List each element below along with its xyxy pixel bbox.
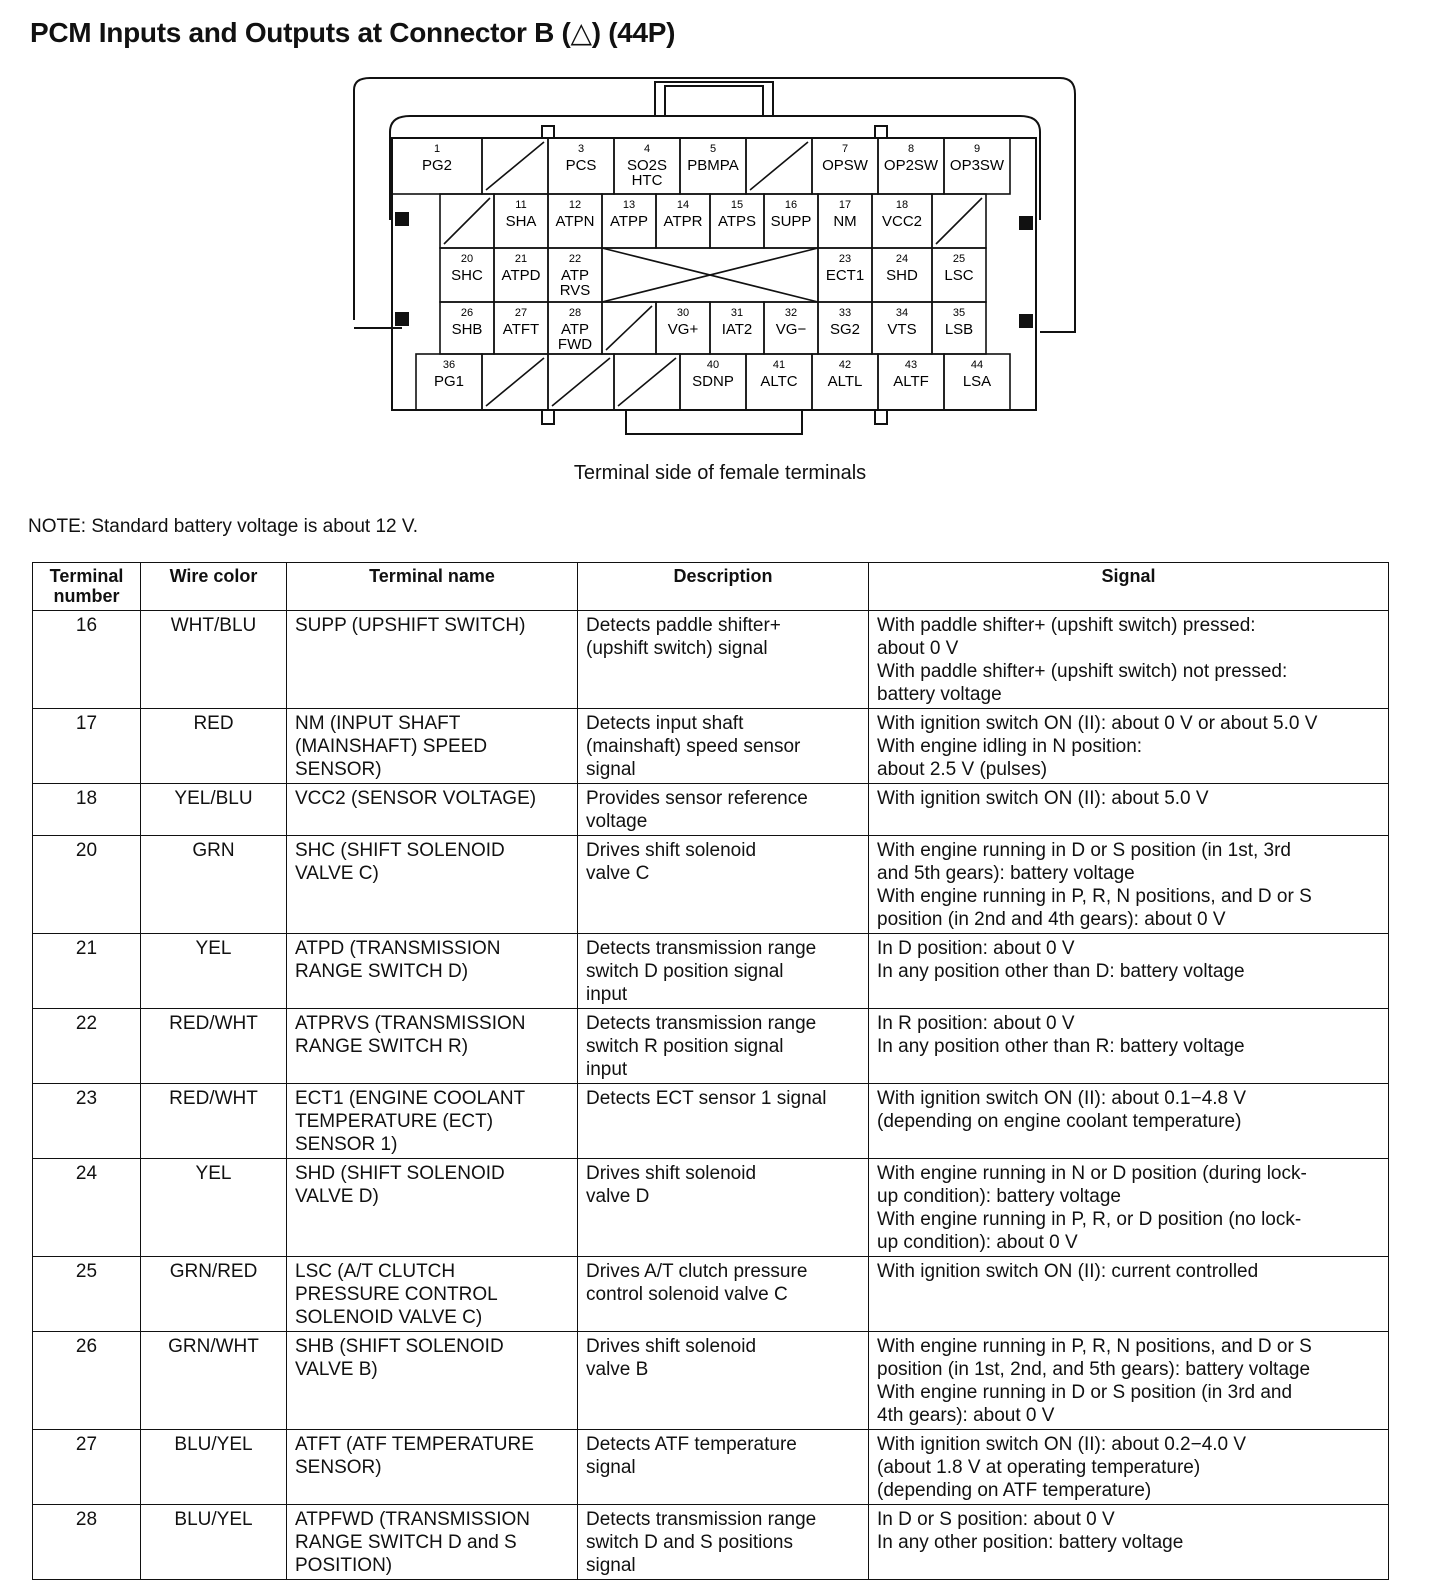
cell-terminal-name-line: POSITION) <box>295 1555 393 1576</box>
cell-description <box>578 1159 869 1257</box>
terminal-label: SHD <box>886 267 918 284</box>
table-row <box>33 934 1389 1009</box>
terminal-number: 35 <box>952 307 966 319</box>
cell-description <box>578 1430 869 1505</box>
cell-description <box>578 1009 869 1084</box>
connector-top-tab <box>655 82 773 116</box>
cell-terminal-name-line: (MAINSHAFT) SPEED <box>295 736 488 757</box>
terminal-label: OPSW <box>822 157 868 174</box>
cell-description-line: control solenoid valve C <box>586 1284 788 1305</box>
cell-wire-color: YEL <box>141 934 287 1009</box>
header-signal: Signal <box>869 563 1389 611</box>
cell-signal-line: With ignition switch ON (II): about 0.1−4.8 V <box>877 1088 1247 1109</box>
cell-terminal-number: 27 <box>33 1430 141 1505</box>
cell-description-line: Provides sensor reference <box>586 788 808 809</box>
cell-signal-line: (depending on engine coolant temperature) <box>877 1111 1242 1132</box>
terminal-label: ECT1 <box>825 267 865 284</box>
cell-description-line: input <box>586 984 628 1005</box>
terminal-label: FWD <box>557 336 593 353</box>
cell-signal <box>869 1009 1389 1084</box>
cell-wire-color: BLU/YEL <box>141 1505 287 1580</box>
cell-signal-line: With engine running in D or S position (in 1st, 3rd <box>877 840 1291 861</box>
cell-description-line: valve B <box>586 1359 649 1380</box>
cell-terminal-name <box>287 934 578 1009</box>
terminal-number: 44 <box>970 359 984 371</box>
table-row <box>33 1257 1389 1332</box>
terminal-label: NM <box>833 213 857 230</box>
title-suffix: ) (44P) <box>591 17 676 48</box>
table-row <box>33 1332 1389 1430</box>
terminal-number: 14 <box>676 199 690 211</box>
cell-signal <box>869 1332 1389 1430</box>
terminal-number: 25 <box>952 253 966 265</box>
cell-signal-line: With ignition switch ON (II): current controlled <box>877 1261 1259 1282</box>
cell-terminal-number: 21 <box>33 934 141 1009</box>
cell-description-line: Detects input shaft <box>586 713 744 734</box>
cell-terminal-name <box>287 1257 578 1332</box>
cell-terminal-name-line: LSC (A/T CLUTCH <box>295 1261 456 1282</box>
cell-description-line: switch D position signal <box>586 961 784 982</box>
cell-description-line: Drives shift solenoid <box>586 1336 757 1357</box>
cell-description <box>578 934 869 1009</box>
cell-description-line: Detects ECT sensor 1 signal <box>586 1088 827 1109</box>
cell-terminal-name-line: VALVE D) <box>295 1186 379 1207</box>
cell-terminal-name-line: SHC (SHIFT SOLENOID <box>295 840 505 861</box>
cell-signal-line: With ignition switch ON (II): about 0 V or about 5.0 V <box>877 713 1318 734</box>
cell-description-line: Drives shift solenoid <box>586 840 757 861</box>
terminal-label: SO2S <box>626 157 668 174</box>
table-row <box>33 1009 1389 1084</box>
cell-description-line: signal <box>586 759 636 780</box>
cell-terminal-number: 28 <box>33 1505 141 1580</box>
cell-terminal-number: 22 <box>33 1009 141 1084</box>
cell-description-line: signal <box>586 1555 636 1576</box>
terminal-number: 28 <box>568 307 582 319</box>
terminal-label: OP3SW <box>949 157 1005 174</box>
cell-signal-line: battery voltage <box>877 684 1002 705</box>
cell-signal-line: up condition): about 0 V <box>877 1232 1078 1253</box>
cell-description-line: Detects transmission range <box>586 1509 817 1530</box>
cell-wire-color: GRN/WHT <box>141 1332 287 1430</box>
cell-description-line: Drives shift solenoid <box>586 1163 757 1184</box>
cell-wire-color: YEL <box>141 1159 287 1257</box>
cell-terminal-name-line: ATFT (ATF TEMPERATURE <box>295 1434 534 1455</box>
terminal-label: SHB <box>451 321 483 338</box>
cell-signal-line: In any other position: battery voltage <box>877 1532 1184 1553</box>
terminal-label: ATP <box>560 321 590 338</box>
terminal-label: LSA <box>962 373 992 390</box>
terminal-number: 20 <box>460 253 474 265</box>
terminal-number: 40 <box>706 359 720 371</box>
terminal-number: 41 <box>772 359 786 371</box>
cell-description-line: Detects transmission range <box>586 1013 817 1034</box>
empty-cavity-slash <box>552 358 610 406</box>
terminal-label: SHC <box>451 267 483 284</box>
terminal-label: LSC <box>944 267 974 284</box>
cell-signal-line: In D position: about 0 V <box>877 938 1075 959</box>
cell-signal-line: and 5th gears): battery voltage <box>877 863 1135 884</box>
cell-description <box>578 1505 869 1580</box>
title-prefix: PCM Inputs and Outputs at Connector B ( <box>30 17 571 48</box>
connector-face <box>340 70 1080 450</box>
cell-terminal-name-line: RANGE SWITCH D) <box>295 961 469 982</box>
terminal-label: RVS <box>559 282 591 299</box>
cell-signal-line: With engine running in D or S position (in 3rd and <box>877 1382 1293 1403</box>
cell-signal-line: about 0 V <box>877 638 959 659</box>
terminal-number: 7 <box>841 143 849 155</box>
cell-signal-line: With engine running in P, R, N positions, and D or S <box>877 1336 1312 1357</box>
cell-signal-line: position (in 1st, 2nd, and 5th gears): battery voltage <box>877 1359 1311 1380</box>
terminal-number: 43 <box>904 359 918 371</box>
terminal-number: 36 <box>442 359 456 371</box>
empty-cavity-slash <box>486 142 544 190</box>
terminal-number: 33 <box>838 307 852 319</box>
cell-terminal-name <box>287 709 578 784</box>
table-row <box>33 1505 1389 1580</box>
cell-description-line: valve C <box>586 863 650 884</box>
table-row <box>33 709 1389 784</box>
cell-terminal-name-line: RANGE SWITCH D and S <box>295 1532 517 1553</box>
lock-left-bottom <box>395 312 409 326</box>
terminal-label: ATPR <box>663 213 703 230</box>
terminal-label: ATFT <box>502 321 540 338</box>
terminal-number: 24 <box>895 253 909 265</box>
cell-signal <box>869 1084 1389 1159</box>
lock-left-top <box>395 212 409 226</box>
terminal-number: 17 <box>838 199 852 211</box>
terminal-label: SHA <box>505 213 537 230</box>
cell-description <box>578 836 869 934</box>
terminal-number: 9 <box>973 143 981 155</box>
cell-signal-line: With paddle shifter+ (upshift switch) pressed: <box>877 615 1256 636</box>
terminal-number: 23 <box>838 253 852 265</box>
cell-terminal-name-line: VALVE C) <box>295 863 379 884</box>
empty-cavity-slash <box>618 358 676 406</box>
terminal-number: 32 <box>784 307 798 319</box>
cell-description <box>578 709 869 784</box>
cell-signal-line: With engine running in P, R, or D position (no lock- <box>877 1209 1302 1230</box>
terminal-number: 5 <box>709 143 717 155</box>
cell-description-line: switch D and S positions <box>586 1532 793 1553</box>
table-row <box>33 1084 1389 1159</box>
cell-signal <box>869 1257 1389 1332</box>
cell-terminal-name-line: ECT1 (ENGINE COOLANT <box>295 1088 526 1109</box>
cell-terminal-name <box>287 1332 578 1430</box>
cell-terminal-name <box>287 1159 578 1257</box>
cell-signal <box>869 1430 1389 1505</box>
battery-note: NOTE: Standard battery voltage is about 12 V. <box>28 516 419 537</box>
cell-terminal-name <box>287 1430 578 1505</box>
cell-description <box>578 1257 869 1332</box>
terminal-number: 27 <box>514 307 528 319</box>
cell-description-line: signal <box>586 1457 636 1478</box>
cell-signal-line: With engine idling in N position: <box>877 736 1143 757</box>
terminal-number: 31 <box>730 307 744 319</box>
triangle-symbol-icon: △ <box>570 17 592 48</box>
cell-wire-color: GRN/RED <box>141 1257 287 1332</box>
table-header-row <box>33 563 1389 611</box>
cell-description-line: Detects paddle shifter+ <box>586 615 781 636</box>
terminal-label: ATP <box>560 267 590 284</box>
cell-terminal-number: 26 <box>33 1332 141 1430</box>
empty-cavity-slash <box>444 198 490 244</box>
cell-terminal-name-line: ATPD (TRANSMISSION <box>295 938 501 959</box>
cell-signal <box>869 709 1389 784</box>
cell-terminal-name-line: SENSOR 1) <box>295 1134 398 1155</box>
io-table <box>32 562 1389 1580</box>
header-terminal-number: Terminal number <box>33 563 141 611</box>
table-row <box>33 784 1389 836</box>
cell-terminal-name-line: SENSOR) <box>295 759 382 780</box>
terminal-label: VG− <box>775 321 807 338</box>
terminal-label: OP2SW <box>883 157 939 174</box>
cell-signal-line: 4th gears): about 0 V <box>877 1405 1055 1426</box>
header-description: Description <box>578 563 869 611</box>
cell-terminal-number: 23 <box>33 1084 141 1159</box>
terminal-label: IAT2 <box>721 321 753 338</box>
cell-terminal-name-line: SHB (SHIFT SOLENOID <box>295 1336 504 1357</box>
cell-terminal-number: 24 <box>33 1159 141 1257</box>
cell-wire-color: RED/WHT <box>141 1009 287 1084</box>
cell-terminal-number: 17 <box>33 709 141 784</box>
terminal-number: 1 <box>433 143 441 155</box>
cell-terminal-name-line: RANGE SWITCH R) <box>295 1036 469 1057</box>
cell-description-line: Detects transmission range <box>586 938 817 959</box>
terminal-number: 13 <box>622 199 636 211</box>
terminal-label: ATPD <box>501 267 541 284</box>
cell-terminal-name-line: PRESSURE CONTROL <box>295 1284 498 1305</box>
terminal-label: VG+ <box>667 321 699 338</box>
terminal-number: 12 <box>568 199 582 211</box>
cell-wire-color: GRN <box>141 836 287 934</box>
terminal-number: 30 <box>676 307 690 319</box>
cell-signal-line: In R position: about 0 V <box>877 1013 1075 1034</box>
connector-bottom-tab <box>626 410 802 434</box>
cell-terminal-name-line: VALVE B) <box>295 1359 378 1380</box>
cell-signal-line: (depending on ATF temperature) <box>877 1480 1152 1501</box>
cell-signal-line: In D or S position: about 0 V <box>877 1509 1115 1530</box>
cell-description-line: switch R position signal <box>586 1036 784 1057</box>
cell-terminal-name <box>287 784 578 836</box>
cell-description <box>578 1332 869 1430</box>
terminal-label: SUPP <box>770 213 812 230</box>
terminal-label: VTS <box>887 321 917 338</box>
terminal-label: ATPP <box>609 213 649 230</box>
cell-signal-line: about 2.5 V (pulses) <box>877 759 1048 780</box>
cell-description-line: (mainshaft) speed sensor <box>586 736 801 757</box>
cell-wire-color: YEL/BLU <box>141 784 287 836</box>
cell-description-line: Detects ATF temperature <box>586 1434 797 1455</box>
empty-cavity-slash <box>486 358 544 406</box>
cell-signal-line: (about 1.8 V at operating temperature) <box>877 1457 1201 1478</box>
header-wire-color: Wire color <box>141 563 287 611</box>
cell-terminal-name-line: ATPRVS (TRANSMISSION <box>295 1013 526 1034</box>
cell-signal <box>869 784 1389 836</box>
page-title <box>30 16 675 49</box>
terminal-number: 18 <box>895 199 909 211</box>
cell-signal <box>869 934 1389 1009</box>
terminal-label: PG2 <box>421 157 453 174</box>
cell-terminal-name-line: SHD (SHIFT SOLENOID <box>295 1163 505 1184</box>
cell-description <box>578 611 869 709</box>
terminal-number: 26 <box>460 307 474 319</box>
cell-signal <box>869 836 1389 934</box>
cell-signal-line: With engine running in P, R, N positions, and D or S <box>877 886 1312 907</box>
cell-terminal-number: 16 <box>33 611 141 709</box>
terminal-label: ALTL <box>827 373 863 390</box>
cell-signal-line: With ignition switch ON (II): about 5.0 V <box>877 788 1209 809</box>
terminal-label: SDNP <box>692 373 734 390</box>
cell-signal-line: With paddle shifter+ (upshift switch) not pressed: <box>877 661 1288 682</box>
terminal-number: 42 <box>838 359 852 371</box>
cell-wire-color: WHT/BLU <box>141 611 287 709</box>
terminal-label: PCS <box>565 157 597 174</box>
cell-terminal-name <box>287 1009 578 1084</box>
cell-description-line: input <box>586 1059 628 1080</box>
lock-right-top <box>1019 216 1033 230</box>
terminal-label: ALTC <box>760 373 798 390</box>
cell-wire-color: RED <box>141 709 287 784</box>
cell-signal-line: In any position other than D: battery voltage <box>877 961 1245 982</box>
terminal-number: 4 <box>643 143 651 155</box>
cell-description-line: valve D <box>586 1186 650 1207</box>
table-row <box>33 1430 1389 1505</box>
cell-wire-color: BLU/YEL <box>141 1430 287 1505</box>
table-row <box>33 1159 1389 1257</box>
cell-description-line: Drives A/T clutch pressure <box>586 1261 808 1282</box>
cell-signal-line: With ignition switch ON (II): about 0.2−4.0 V <box>877 1434 1247 1455</box>
terminal-label: LSB <box>944 321 974 338</box>
cell-terminal-number: 25 <box>33 1257 141 1332</box>
cell-terminal-name-line: VCC2 (SENSOR VOLTAGE) <box>295 788 537 809</box>
terminal-label: VCC2 <box>881 213 923 230</box>
cell-terminal-name-line: NM (INPUT SHAFT <box>295 713 461 734</box>
empty-cavity-slash <box>606 306 652 350</box>
cell-terminal-name <box>287 611 578 709</box>
cell-terminal-name-line: SENSOR) <box>295 1457 382 1478</box>
cell-signal-line: With engine running in N or D position (during lock- <box>877 1163 1307 1184</box>
terminal-label: ATPN <box>555 213 595 230</box>
terminal-number: 34 <box>895 307 909 319</box>
connector-diagram <box>340 70 1080 450</box>
cell-terminal-name <box>287 836 578 934</box>
cell-signal <box>869 611 1389 709</box>
cell-terminal-name-line: ATPFWD (TRANSMISSION <box>295 1509 531 1530</box>
table-row <box>33 611 1389 709</box>
cell-terminal-number: 18 <box>33 784 141 836</box>
empty-cavity-slash <box>750 142 808 190</box>
table-row <box>33 836 1389 934</box>
terminal-label: HTC <box>631 172 663 189</box>
cell-signal-line: up condition): battery voltage <box>877 1186 1121 1207</box>
cell-terminal-name-line: SUPP (UPSHIFT SWITCH) <box>295 615 526 636</box>
terminal-number: 8 <box>907 143 915 155</box>
terminal-number: 3 <box>577 143 585 155</box>
cell-description <box>578 784 869 836</box>
diagram-caption: Terminal side of female terminals <box>573 462 867 484</box>
cell-terminal-name <box>287 1084 578 1159</box>
cell-terminal-number: 20 <box>33 836 141 934</box>
terminal-number: 15 <box>730 199 744 211</box>
cell-signal <box>869 1159 1389 1257</box>
cell-signal-line: In any position other than R: battery voltage <box>877 1036 1245 1057</box>
terminal-number: 22 <box>568 253 582 265</box>
cell-description <box>578 1084 869 1159</box>
terminal-label: ALTF <box>893 373 929 390</box>
terminal-label: PG1 <box>433 373 465 390</box>
terminal-label: ATPS <box>717 213 757 230</box>
lock-right-bottom <box>1019 314 1033 328</box>
cell-description-line: (upshift switch) signal <box>586 638 768 659</box>
empty-cavity-slash <box>936 198 982 244</box>
terminal-number: 16 <box>784 199 798 211</box>
cell-terminal-name <box>287 1505 578 1580</box>
terminal-number: 11 <box>515 199 527 211</box>
cell-terminal-name-line: TEMPERATURE (ECT) <box>295 1111 494 1132</box>
terminal-label: SG2 <box>829 321 861 338</box>
terminal-number: 21 <box>514 253 528 265</box>
cell-description-line: voltage <box>586 811 648 832</box>
cell-wire-color: RED/WHT <box>141 1084 287 1159</box>
terminal-label: PBMPA <box>687 157 739 174</box>
header-terminal-name: Terminal name <box>287 563 578 611</box>
cell-signal <box>869 1505 1389 1580</box>
cell-signal-line: position (in 2nd and 4th gears): about 0 V <box>877 909 1226 930</box>
cell-terminal-name-line: SOLENOID VALVE C) <box>295 1307 483 1328</box>
